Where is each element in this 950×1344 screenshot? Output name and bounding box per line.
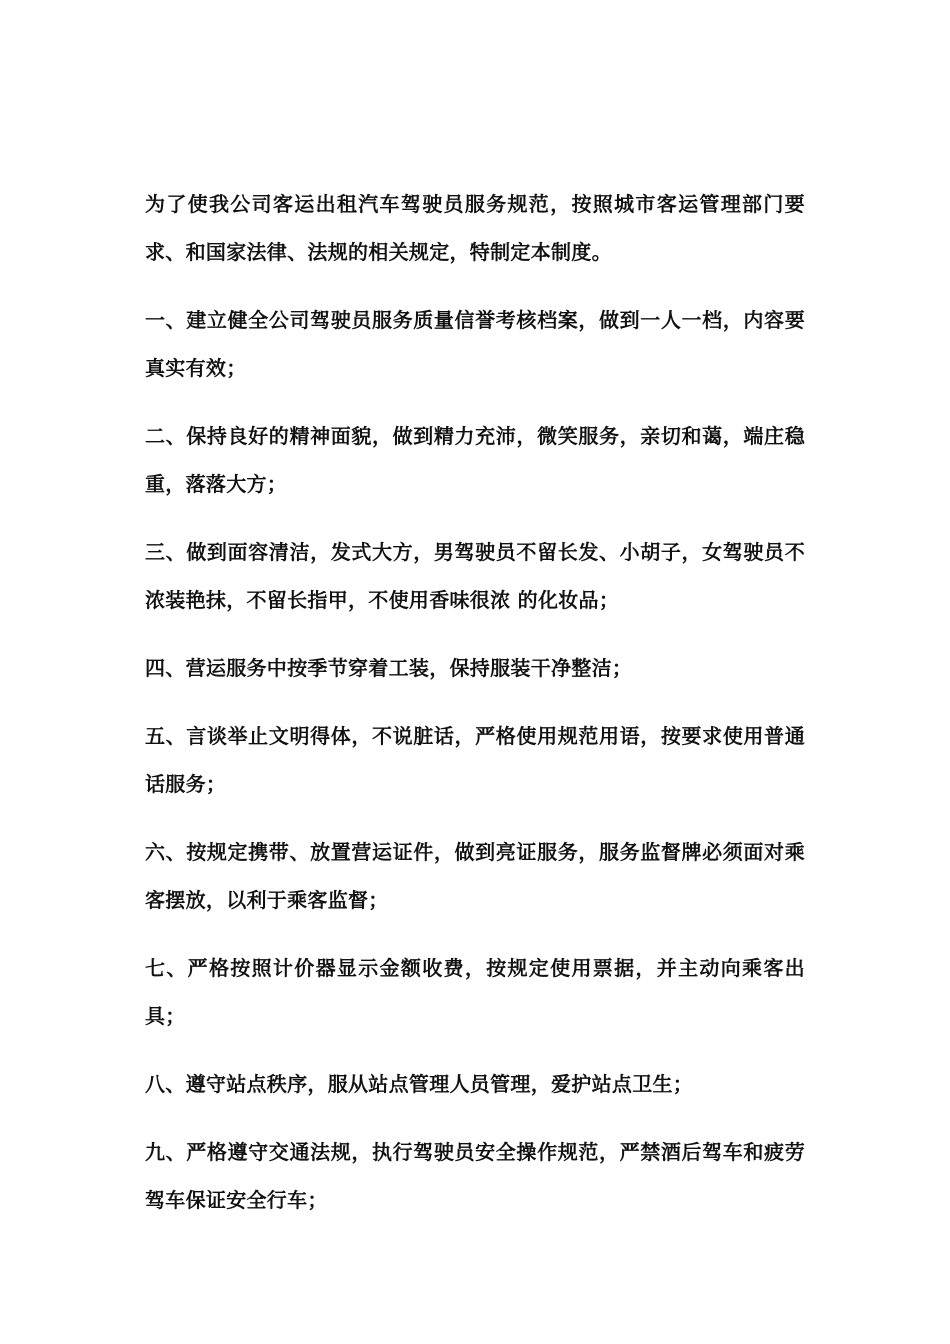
rule-item-9: 九、严格遵守交通法规，执行驾驶员安全操作规范，严禁酒后驾车和疲劳驾车保证安全行车； (145, 1140, 805, 1212)
rule-item-7: 七、严格按照计价器显示金额收费，按规定使用票据，并主动向乘客出具； (145, 956, 805, 1028)
rule-item-1: 一、建立健全公司驾驶员服务质量信誉考核档案，做到一人一档，内容要真实有效； (145, 308, 805, 380)
rule-item-6: 六、按规定携带、放置营运证件，做到亮证服务，服务监督牌必须面对乘客摆放，以利于乘客监督； (145, 840, 805, 912)
rule-item-4: 四、营运服务中按季节穿着工装，保持服装干净整洁； (145, 656, 633, 680)
rule-item-5: 五、言谈举止文明得体，不说脏话，严格使用规范用语，按要求使用普通话服务； (145, 724, 805, 796)
document-body (145, 180, 805, 1244)
intro-paragraph: 为了使我公司客运出租汽车驾驶员服务规范，按照城市客运管理部门要求、和国家法律、法规的相关规定，特制定本制度。 (145, 192, 805, 264)
rule-item-3: 三、做到面容清洁，发式大方，男驾驶员不留长发、小胡子，女驾驶员不浓装艳抹，不留长指甲，不使用香味很浓 的化妆品； (145, 540, 805, 612)
rule-item-2: 二、保持良好的精神面貌，做到精力充沛，微笑服务，亲切和蔼，端庄稳重，落落大方； (145, 424, 805, 496)
rule-item-8: 八、遵守站点秩序，服从站点管理人员管理，爱护站点卫生； (145, 1072, 694, 1096)
